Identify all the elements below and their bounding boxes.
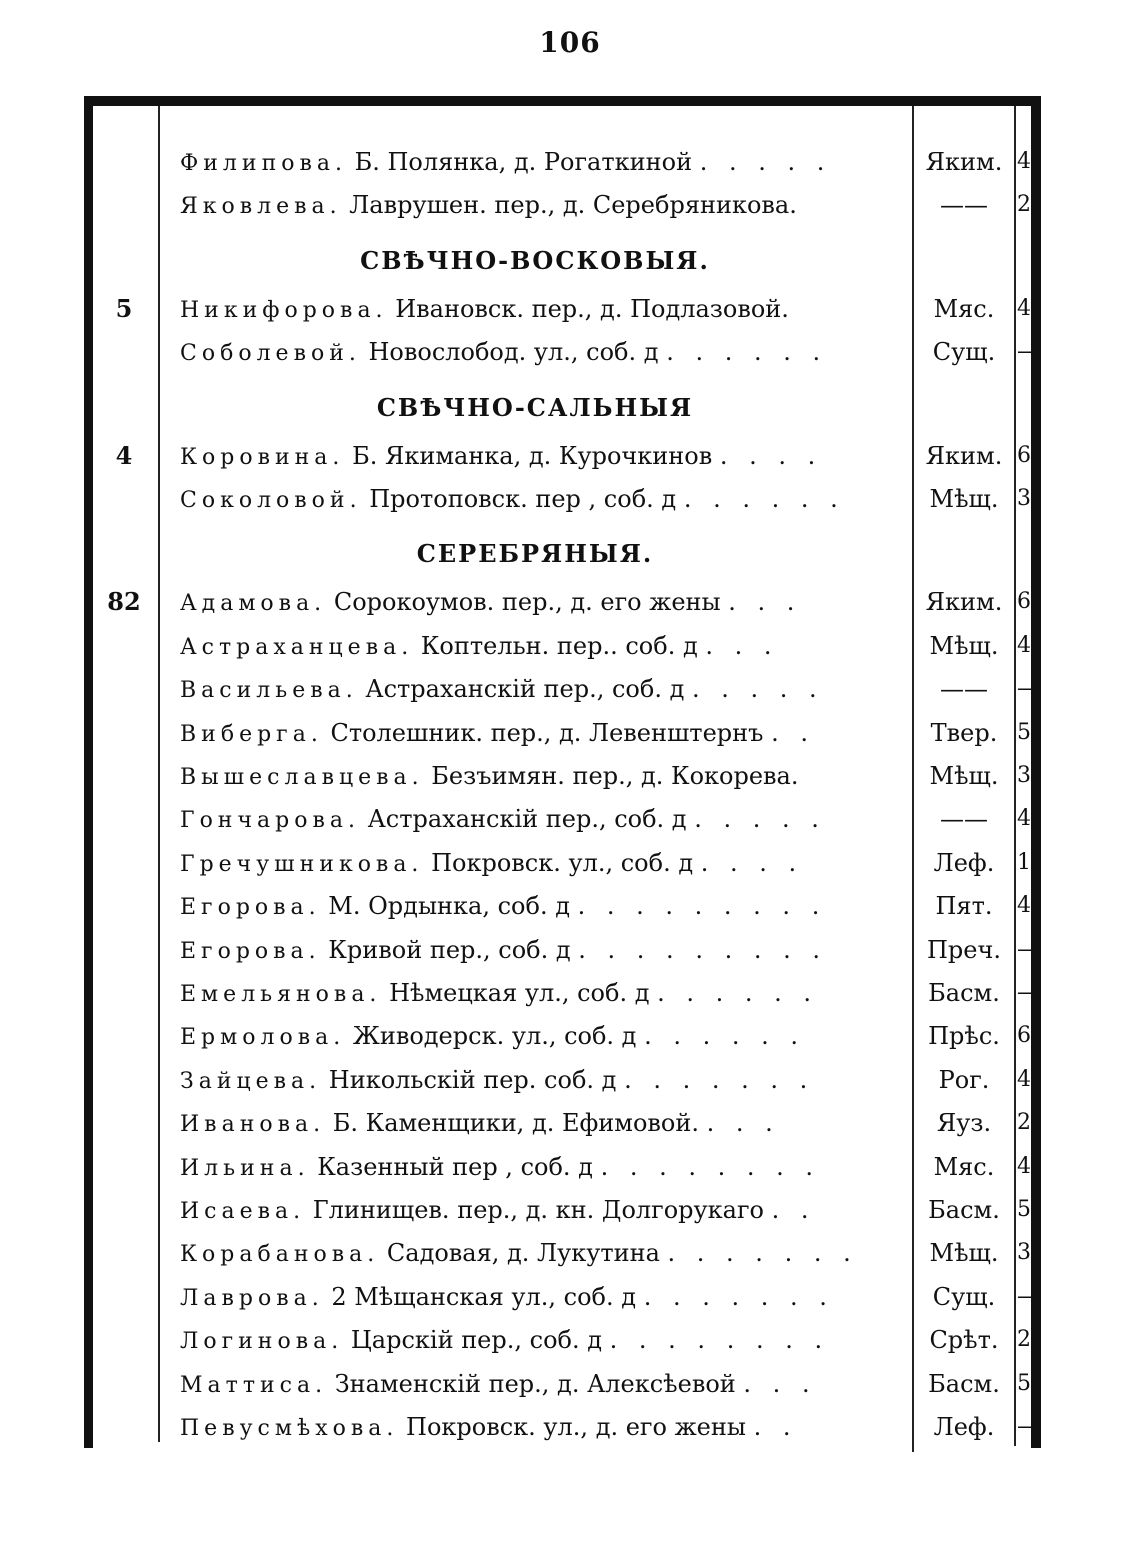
dot-leader: . .	[771, 1196, 816, 1224]
ward-number: —	[1017, 980, 1039, 1005]
surname: Гончарова.	[180, 808, 360, 834]
entry-text	[180, 183, 906, 229]
district: Мяс.	[933, 1152, 995, 1181]
dot-leader: . . . . .	[699, 148, 832, 176]
surname: Яковлева.	[180, 194, 342, 220]
address: Глинищев. пер., д. кн. Долгорукаго	[312, 1196, 764, 1224]
address: Казенный пер , соб. д	[317, 1152, 593, 1181]
ward-number: 4	[1017, 149, 1031, 174]
district: Мѣщ.	[929, 1239, 999, 1268]
dot-leader: . . .	[728, 588, 802, 617]
address: Протоповск. пер , соб. д	[369, 485, 677, 513]
district: Басм.	[928, 1369, 1000, 1398]
address: Новослобод. ул., соб. д	[368, 338, 659, 367]
ward-number: 6	[1017, 442, 1031, 468]
surname: Иванова.	[180, 1112, 326, 1138]
list-item	[0, 330, 1140, 374]
entry-text	[180, 928, 906, 974]
frame-top-rule	[84, 96, 1036, 106]
entry-text	[180, 287, 906, 333]
ward-number: 2	[1017, 192, 1031, 218]
district: Твер.	[930, 718, 998, 747]
surname: Филипова.	[180, 151, 347, 176]
address: Сорокоумов. пер., д. его жены	[333, 588, 721, 617]
section-heading: СВѢЧНО-ВОСКОВЫЯ.	[360, 245, 710, 275]
dot-leader: . . . . . . . .	[600, 1152, 821, 1181]
dot-leader: . . . . . . . . .	[578, 935, 827, 964]
dot-leader: . . .	[743, 1369, 817, 1398]
district: Преч.	[927, 935, 1001, 964]
ward-number: 1	[1017, 849, 1031, 875]
address: Безъимян. пер., д. Кокорева.	[431, 762, 799, 790]
address: Астраханскій пер., соб. д	[365, 675, 685, 704]
list-item	[0, 841, 1140, 885]
district: Мѣщ.	[929, 631, 999, 660]
list-item	[0, 884, 1140, 928]
surname: Маттиса.	[180, 1372, 328, 1398]
entry-text	[180, 797, 906, 843]
dot-leader: . . .	[706, 1109, 780, 1138]
dot-leader: . . . . . .	[657, 979, 819, 1007]
ward-number: —	[1017, 339, 1039, 365]
entry-text	[180, 1362, 906, 1408]
surname: Логинова.	[180, 1329, 344, 1355]
list-item	[0, 434, 1140, 478]
dot-leader: . . . . .	[692, 675, 824, 704]
dot-leader: . . . . . .	[644, 1022, 806, 1051]
dot-leader: . . . . . . .	[624, 1065, 815, 1094]
entry-text	[180, 624, 906, 670]
list-item	[0, 1145, 1140, 1189]
address: Лаврушен. пер., д. Серебряникова.	[349, 191, 797, 220]
ward-number: 4	[1017, 893, 1031, 919]
list-item	[0, 140, 1140, 184]
dot-leader: . . . . . . .	[643, 1282, 834, 1311]
entry-text	[180, 1145, 906, 1191]
ward-number: 4	[1017, 1066, 1031, 1092]
list-item	[0, 580, 1140, 624]
surname: Ильина.	[180, 1155, 310, 1181]
surname: Лаврова.	[180, 1285, 324, 1311]
surname: Емельянова.	[180, 982, 382, 1007]
list-item	[0, 797, 1140, 841]
district: Мяс.	[933, 294, 995, 323]
ward-number: 3	[1017, 1240, 1031, 1266]
district: Басм.	[928, 979, 1000, 1007]
dot-leader: . .	[771, 718, 815, 747]
dot-leader: . . . . . . . . .	[577, 892, 827, 921]
entry-text	[180, 1101, 906, 1147]
list-item	[0, 1275, 1140, 1319]
surname: Виберга.	[180, 721, 323, 747]
list-item	[0, 928, 1140, 972]
entry-text	[180, 1014, 906, 1060]
surname: Соболевой.	[180, 341, 361, 367]
entry-text	[180, 1231, 906, 1277]
surname: Гречушникова.	[180, 851, 424, 877]
list-item	[0, 477, 1140, 521]
surname: Соколовой.	[180, 488, 362, 513]
group-count: 5	[115, 293, 133, 323]
entry-text	[180, 1318, 906, 1364]
ward-number: 4	[1017, 632, 1031, 658]
district: ——	[940, 805, 988, 834]
list-item	[0, 971, 1140, 1015]
dot-leader: . .	[753, 1413, 798, 1441]
address: Покровск. ул., соб. д	[431, 848, 694, 877]
ward-number: 6	[1017, 1023, 1031, 1049]
address: Ивановск. пер., д. Подлазовой.	[395, 294, 789, 323]
entry-text	[180, 841, 906, 887]
section-heading: СЕРЕБРЯНЫЯ.	[416, 539, 654, 569]
entry-text	[180, 1058, 906, 1104]
entry-text	[180, 434, 906, 480]
district: Яким.	[925, 588, 1003, 617]
ward-number: 5	[1017, 719, 1031, 745]
district: Рог.	[938, 1065, 990, 1094]
dot-leader: . . . . . . .	[667, 1239, 858, 1268]
list-item	[0, 754, 1140, 798]
ward-number: 5	[1017, 1197, 1031, 1222]
address: 2 Мѣщанская ул., соб. д	[331, 1282, 637, 1311]
surname: Егорова.	[180, 895, 321, 921]
ward-number: 4	[1017, 1153, 1031, 1179]
list-item	[0, 1058, 1140, 1102]
list-item	[0, 1405, 1140, 1449]
district: ——	[940, 191, 988, 220]
dot-leader: . . . .	[700, 848, 804, 877]
district: Срѣт.	[929, 1326, 999, 1355]
surname: Корабанова.	[180, 1242, 380, 1268]
address: Никольскій пер. соб. д	[328, 1065, 617, 1094]
surname: Васильева.	[180, 678, 358, 704]
address: Астраханскій пер., соб. д	[367, 805, 687, 834]
list-item	[0, 667, 1140, 711]
address: М. Ордынка, соб. д	[328, 892, 570, 921]
address: Б. Полянка, д. Рогаткиной	[354, 148, 693, 176]
dot-leader: . . . .	[719, 441, 823, 470]
surname: Коровина.	[180, 444, 345, 470]
district: Мѣщ.	[929, 762, 999, 790]
district: Прѣс.	[928, 1022, 1000, 1051]
address: Царскій пер., соб. д	[350, 1326, 603, 1355]
ward-number: —	[1017, 1414, 1039, 1439]
address: Кривой пер., соб. д	[328, 935, 571, 964]
address: Покровск. ул., д. его жены	[406, 1413, 746, 1441]
surname: Вышеславцева.	[180, 765, 424, 790]
district: Яким.	[925, 148, 1003, 176]
entry-text	[180, 330, 906, 376]
entry-text	[180, 711, 906, 757]
district: Леф.	[933, 848, 995, 877]
list-item	[0, 1231, 1140, 1275]
surname: Адамова.	[180, 591, 327, 617]
surname: Ермолова.	[180, 1025, 346, 1051]
dot-leader: . . .	[705, 631, 779, 660]
surname: Зайцева.	[180, 1068, 322, 1094]
group-count: 82	[107, 587, 141, 617]
surname: Исаева.	[180, 1199, 306, 1224]
entry-text	[180, 580, 906, 626]
list-item	[0, 1318, 1140, 1362]
ward-number: 5	[1017, 1370, 1031, 1396]
dot-leader: . . . . . . . .	[609, 1326, 830, 1355]
section-heading: СВѢЧНО-САЛЬНЫЯ	[376, 392, 694, 422]
district: Яуз.	[936, 1109, 992, 1138]
address: Коптельн. пер.. соб. д	[420, 631, 698, 660]
entry-text	[180, 971, 906, 1017]
address: Столешник. пер., д. Левенштернъ	[330, 718, 764, 747]
dot-leader: . . . . . .	[666, 338, 828, 367]
surname: Астраханцева.	[180, 634, 414, 660]
list-item	[0, 711, 1140, 755]
list-item	[0, 287, 1140, 331]
ward-number: —	[1017, 1283, 1039, 1309]
district: Басм.	[928, 1196, 1000, 1224]
ward-number: 4	[1017, 806, 1031, 832]
district: Сущ.	[932, 338, 996, 367]
district: Мѣщ.	[929, 485, 999, 513]
entry-text	[180, 1188, 906, 1234]
entry-text	[180, 477, 906, 523]
address: Б. Каменщики, д. Ефимовой.	[332, 1109, 699, 1138]
dot-leader: . . . . . .	[683, 485, 845, 513]
ward-number: 3	[1017, 763, 1031, 788]
ward-number: —	[1017, 936, 1039, 962]
entry-text	[180, 667, 906, 713]
dot-leader: . . . . .	[694, 805, 826, 834]
district: Леф.	[933, 1413, 995, 1441]
address: Живодерск. ул., соб. д	[352, 1022, 637, 1051]
entry-text	[180, 1405, 906, 1451]
ward-number: —	[1017, 676, 1039, 702]
district: ——	[940, 675, 988, 704]
list-item	[0, 1188, 1140, 1232]
address: Нѣмецкая ул., соб. д	[389, 979, 650, 1007]
list-item	[0, 1014, 1140, 1058]
list-item	[0, 1362, 1140, 1406]
list-item	[0, 183, 1140, 227]
district: Яким.	[925, 441, 1003, 470]
ward-number: 4	[1017, 295, 1031, 321]
entry-text	[180, 1275, 906, 1321]
address: Знаменскій пер., д. Алексѣевой	[334, 1369, 736, 1398]
address: Б. Якиманка, д. Курочкинов	[352, 441, 713, 470]
surname: Певусмѣхова.	[180, 1416, 399, 1441]
entry-text	[180, 884, 906, 930]
entry-text	[180, 140, 906, 186]
surname: Никифорова.	[180, 297, 388, 323]
district: Сущ.	[932, 1282, 996, 1311]
list-item	[0, 624, 1140, 668]
entry-text	[180, 754, 906, 800]
page-number: 106	[539, 26, 601, 59]
ward-number: 2	[1017, 1110, 1031, 1136]
ward-number: 3	[1017, 486, 1031, 511]
ward-number: 2	[1017, 1327, 1031, 1353]
list-item	[0, 1101, 1140, 1145]
group-count: 4	[115, 440, 133, 470]
address: Садовая, д. Лукутина	[386, 1239, 660, 1268]
surname: Егорова.	[180, 938, 321, 964]
ward-number: 6	[1017, 589, 1031, 615]
district: Пят.	[935, 892, 993, 921]
